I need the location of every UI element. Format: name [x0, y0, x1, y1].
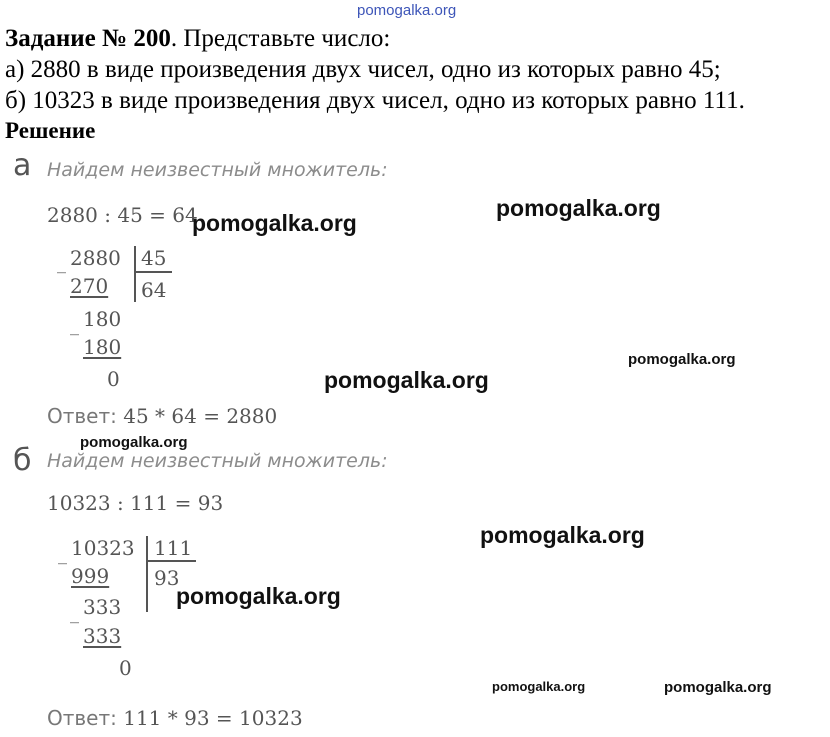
divisor-underline: [134, 271, 172, 273]
remainder-step-1: 180: [83, 307, 122, 331]
watermark: pomogalka.org: [480, 522, 645, 548]
task-number: Задание № 200: [5, 25, 171, 52]
final-remainder: 0: [107, 367, 120, 391]
part-b-answer: [47, 706, 303, 730]
divisor: 111: [154, 536, 193, 560]
minus-sign: _: [57, 253, 66, 274]
part-a-hint: Найдем неизвестный множитель:: [47, 159, 388, 181]
division-bar: [134, 246, 136, 302]
part-a-letter: а: [13, 148, 32, 183]
answer-label: Ответ:: [47, 404, 117, 428]
subtract-step-1: 999: [71, 564, 110, 588]
part-a-answer: [47, 404, 277, 428]
part-a-equation: 2880 : 45 = 64: [47, 203, 198, 227]
divisor: 45: [141, 246, 167, 270]
quotient: 64: [141, 278, 167, 302]
watermark: pomogalka.org: [324, 367, 489, 393]
subtract-step-2: 333: [83, 624, 122, 648]
watermark: pomogalka.org: [192, 210, 357, 236]
part-b-letter: б: [13, 443, 32, 478]
part-b-equation: 10323 : 111 = 93: [47, 491, 224, 515]
subtract-step-2: 180: [83, 335, 122, 359]
task-item-a: а) 2880 в виде произведения двух чисел, одно из которых равно 45;: [5, 56, 721, 83]
watermark: pomogalka.org: [80, 434, 188, 451]
division-bar: [146, 536, 148, 612]
answer-label: Ответ:: [47, 706, 117, 730]
watermark: pomogalka.org: [176, 583, 341, 609]
task-title: [5, 26, 390, 52]
minus-sign: _: [58, 544, 67, 565]
answer-value: 111 * 93 = 10323: [123, 706, 303, 730]
watermark: pomogalka.org: [628, 351, 736, 368]
dividend: 2880: [70, 246, 121, 270]
watermark: pomogalka.org: [664, 679, 772, 696]
task-title-text: . Представьте число:: [170, 25, 391, 52]
divisor-underline: [146, 560, 196, 562]
final-remainder: 0: [119, 656, 132, 680]
dividend: 10323: [71, 536, 135, 560]
remainder-step-1: 333: [83, 595, 122, 619]
minus-sign: _: [70, 603, 79, 624]
watermark: pomogalka.org: [492, 679, 586, 694]
answer-value: 45 * 64 = 2880: [123, 404, 278, 428]
solution-heading: Решение: [5, 118, 96, 143]
subtract-step-1: 270: [70, 274, 109, 298]
part-b-hint: Найдем неизвестный множитель:: [47, 450, 388, 472]
site-header-watermark: pomogalka.org: [357, 2, 457, 19]
minus-sign: _: [70, 315, 79, 336]
task-item-b: б) 10323 в виде произведения двух чисел, одно из которых равно 111.: [5, 87, 745, 114]
watermark: pomogalka.org: [496, 195, 661, 221]
quotient: 93: [154, 566, 180, 590]
